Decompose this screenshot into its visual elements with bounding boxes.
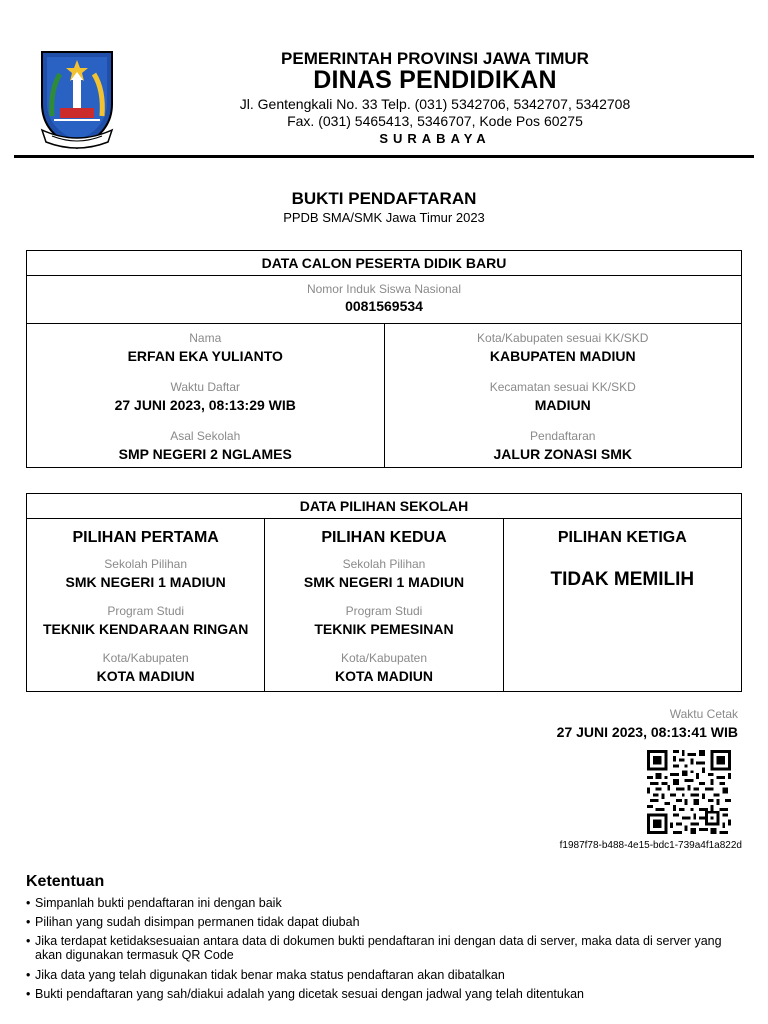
second-choice-title: PILIHAN KEDUA [321, 529, 447, 546]
first-choice-title: PILIHAN PERTAMA [72, 529, 219, 546]
second-choice-program-label: Program Studi [345, 604, 423, 618]
agency-name: DINAS PENDIDIKAN [313, 66, 557, 94]
document-subtitle: PPDB SMA/SMK Jawa Timur 2023 [283, 210, 485, 225]
first-choice-school-value: SMK NEGERI 1 MADIUN [65, 574, 226, 590]
rules-list [26, 896, 746, 1006]
origin-school-field [27, 429, 384, 478]
rule-item: • Bukti pendaftaran yang sah/diakui adalah yang dicetak sesuai dengan jadwal yang telah ditentukan [26, 987, 746, 1001]
government-name: PEMERINTAH PROVINSI JAWA TIMUR [281, 49, 589, 68]
name-label: Nama [189, 331, 222, 345]
first-choice-column [27, 519, 264, 691]
registration-path-label: Pendaftaran [530, 429, 596, 443]
student-data-heading: DATA CALON PESERTA DIDIK BARU [27, 251, 741, 276]
student-data-right-column [384, 324, 742, 467]
registration-time-label: Waktu Daftar [170, 380, 241, 394]
first-choice-city-value: KOTA MADIUN [96, 668, 195, 684]
first-choice-city-label: Kota/Kabupaten [102, 651, 189, 665]
first-choice-school [27, 557, 264, 604]
qr-code-id: f1987f78-b488-4e15-bdc1-739a4f1a822d [559, 840, 742, 851]
second-choice-city [265, 651, 502, 698]
school-choices-heading: DATA PILIHAN SEKOLAH [27, 494, 741, 519]
school-choices-box [26, 493, 742, 692]
nisn-section [27, 276, 741, 324]
third-choice-column [503, 519, 741, 691]
first-choice-city [27, 651, 264, 698]
registration-time-field [27, 380, 384, 429]
second-choice-city-value: KOTA MADIUN [334, 668, 433, 684]
regency-label: Kota/Kabupaten sesuai KK/SKD [477, 331, 649, 345]
registration-path-value: JALUR ZONASI SMK [493, 446, 632, 462]
student-data-left-column [27, 324, 384, 467]
student-data-box [26, 250, 742, 468]
nisn-value: 0081569534 [345, 298, 423, 314]
second-choice-column [264, 519, 502, 691]
second-choice-program-value: TEKNIK PEMESINAN [314, 621, 454, 637]
first-choice-program-value: TEKNIK KENDARAAN RINGAN [42, 621, 249, 637]
letterhead-divider [14, 155, 754, 158]
district-label: Kecamatan sesuai KK/SKD [489, 380, 636, 394]
document-title: BUKTI PENDAFTARAN [291, 189, 477, 208]
rule-item: • Simpanlah bukti pendaftaran ini dengan baik [26, 896, 746, 910]
origin-school-value: SMP NEGERI 2 NGLAMES [118, 446, 292, 462]
registration-path-field [385, 429, 742, 478]
second-choice-city-label: Kota/Kabupaten [340, 651, 428, 665]
second-choice-school [265, 557, 502, 604]
first-choice-school-label: Sekolah Pilihan [104, 557, 188, 571]
rule-item: • Pilihan yang sudah disimpan permanen tidak dapat diubah [26, 915, 746, 929]
second-choice-program [265, 604, 502, 651]
name-field [27, 331, 384, 380]
regency-value: KABUPATEN MADIUN [489, 348, 636, 364]
regency-field [385, 331, 742, 380]
print-time-value: 27 JUNI 2023, 08:13:41 WIB [556, 724, 738, 740]
nisn-label: Nomor Induk Siswa Nasional [306, 282, 462, 296]
agency-fax: Fax. (031) 5465413, 5346707, Kode Pos 60275 [287, 113, 583, 129]
agency-address: Jl. Gentengkali No. 33 Telp. (031) 5342706, 5342707, 5342708 [239, 96, 631, 112]
third-choice-title: PILIHAN KETIGA [557, 529, 687, 546]
rule-item: • Jika terdapat ketidaksesuaian antara data di dokumen bukti pendaftaran ini dengan data di server, maka data di server yang akan digunakan termasuk QR Code [26, 934, 746, 962]
second-choice-school-label: Sekolah Pilihan [342, 557, 426, 571]
rule-item: • Jika data yang telah digunakan tidak benar maka status pendaftaran akan dibatalkan [26, 968, 746, 982]
first-choice-program [27, 604, 264, 651]
rules-heading: Ketentuan [26, 873, 105, 890]
name-value: ERFAN EKA YULIANTO [127, 348, 283, 364]
district-field [385, 380, 742, 429]
registration-time-value: 27 JUNI 2023, 08:13:29 WIB [114, 397, 296, 413]
origin-school-label: Asal Sekolah [170, 429, 241, 443]
district-value: MADIUN [534, 397, 591, 413]
qr-code-icon [645, 750, 733, 834]
second-choice-school-value: SMK NEGERI 1 MADIUN [303, 574, 465, 590]
first-choice-program-label: Program Studi [107, 604, 185, 618]
east-java-emblem-icon [36, 46, 118, 152]
third-choice-value: TIDAK MEMILIH [550, 569, 695, 590]
agency-city: SURABAYA [379, 131, 491, 146]
print-time-label: Waktu Cetak [669, 707, 738, 721]
